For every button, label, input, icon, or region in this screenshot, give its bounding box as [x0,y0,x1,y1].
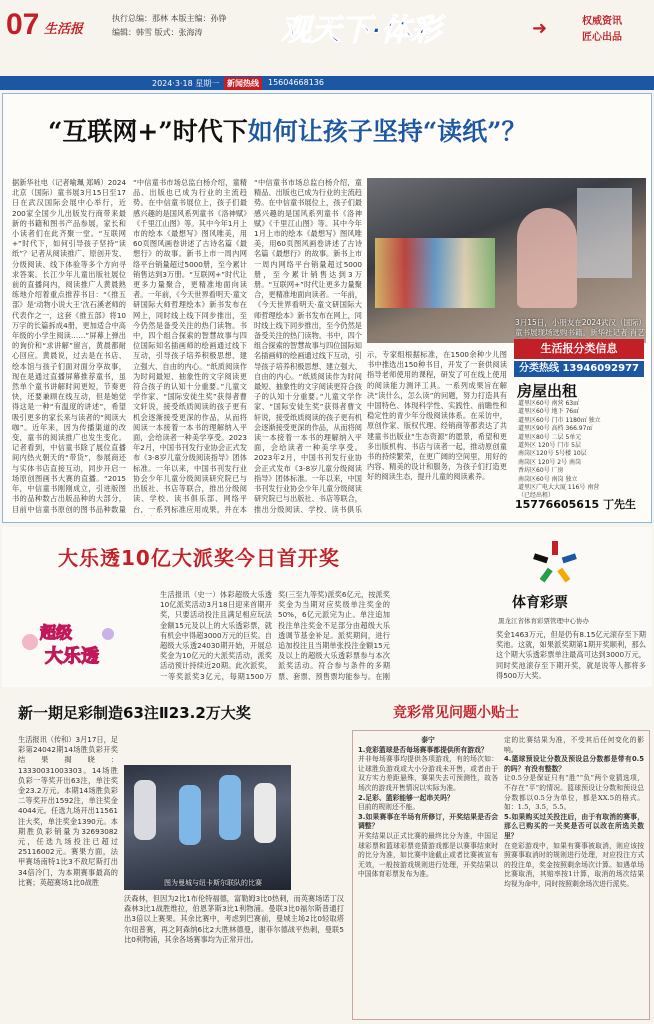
classified-ad-header: 生活报分类信息 [514,339,644,359]
article-col-2: “中信童书市场总监白杨介绍，童精品、出版也已成为行业的主流趋势。在中信童书展位上，孩子们最感兴趣的是国风系列童书《洛神赋》《千里江山图》等。其中今年1月上市的绘本《最想写》图风唯美，用60页图风画卷讲述了古诗名篇《最想行》的故事。新书上市一周内网络平台销量超过5000册，至今累计销售达到3万册。“互联网+”时代让更多力量聚合，更精准地面向读者。一年前，《今天世界看明天·童文研国际大师哲理绘本》新书发布在网上，同时线上线下同步推出，至今仍然是备受关注的热门读物。书中，四个组合探索的智慧故事与四位国际知名插画师的绘画通过线下互动，引导孩子培养积极思想、建立强大、自由的内心。“纸质阅读作为时间最短、抽象性的文字阅读更符合孩子的认知十分重要。”儿童文学作家、“国际安徒生奖”获得者曹文轩说，接受纸质阅读的孩子更有机会逐渐接受更深的作品，从而将阅读一本接着一本书的理解纳入平面，会给读者一种美学享受。2023年2月，中国书刊发行业协会正式发布《3-8岁儿童分级阅读指导》团体标准。一年以来，中国书刊发行业协会少年儿童分级阅读研究院已与出版社、书店等联合，推出分级阅读、学校、读书俱乐部、网络平台，一系列标准应用成果，并在本 [133,178,247,514]
tips-left-col [358,736,498,1016]
lottery-col-2: 奖(三至九等奖)派奖6亿元，按派奖奖金为当期对应奖级单注奖金的50%，6亿元派完为止。单注追加投注单注奖金不足部分由超级大乐透调节基金补足。派奖期间，进行追加投注且当期单张投注金额15元及以上的超级大乐透彩票参与本次派奖活动。符合参与条件的多期票、套票、预售票均能参与。在刚 [278,590,390,681]
lottery-col-1: 生活报讯（史一）体彩超级大乐透10亿派奖活动3月18日迎来首期开奖，只要活动投注且满足相应玩法金额15元及以上的大乐透彩票，就有机会中得超3000万元的巨奖。自超级大乐透24030期开始，开展总奖金为10亿元的大派奖活动，派奖活动预计持续近20期。此次派奖，一等奖派奖3亿元，每期1500万 [160,590,272,681]
rent-item: 南岗区 120号 2号 南岗 [518,458,581,466]
date-bar [0,76,654,90]
tip-heading: 5.如果购买过关投注后，由于有取消的赛事，那么已购买的一关奖是否可以改在所选关数里？ [504,812,644,840]
rent-contact: 15776605615 丁先生 [515,498,637,511]
sports-lottery-emblem-icon [532,540,578,586]
rent-list [518,400,642,501]
tip-heading: 1.竞彩篮球是否每场赛事都提供所有游戏？ [358,745,488,754]
football-col-3: 沃森林，但因为2比1布伦特福德，富勒姆3比0热刺，而英赛场诺丁汉森林3比1战胜维拉，伯恩茅斯3比1利物浦。曼联3比0福尔斯普通打出3倍以上赛果。其余比赛中，考虑到巴赛前，曼城主场2比0轻取塔尔纽普赛，再之阿森纳6比2大胜林德曼，谢菲尔德战平热刺，曼联5比0利物浦，其余各场赛事均为正常开出。 [124,894,344,944]
rent-item: （已经出租） [518,492,555,500]
sports-lottery-org: 黑龙江省体育彩票管理中心协办 [498,617,589,625]
rent-item: 道里区60号 门市 1180㎡ 独立 [518,416,601,424]
rent-item: 香坊区60号 厂房 [518,467,564,475]
rent-item: 道里区60号 地下 76㎡ [518,408,580,416]
credits-line2: 编辑：韩雪 版式：张海涛 [112,28,203,37]
main-title [48,112,526,148]
football-col-1: 生活报讯（传和）3月17日，足彩第24042期14场胜负彩开奖结果揭晓：13330031003303。14场胜负彩一等奖开出63注，单注奖金23.2万元。本期14场胜负彩二等奖开出1592注，单注奖金4044元。任选九场开出11561注大奖，单注奖金1390元。本期胜负彩销量为32693082元，任选九场投注已超过25116002元。赛果方面，法甲赛场南特1比3不敌尼斯打出34倍冷门，为本期赛事最高的比赛；英超赛场1比0战胜 [18,735,118,887]
tip-heading: 3.如果赛事在半场有所修订，开奖结果是否会调整？ [358,812,498,831]
rent-item: 道里区60号 南营 63㎡ [518,400,580,407]
rent-title: 房屋出租 [517,382,578,400]
article-col-3: 示，专家组根据标准，在1500余种少儿图书中推选出150种书目，开发了一套供阅读指导老师使用的课程，研发了可在线上使用的阅读能力测评工具。一系列成果旨在解决“读什么，怎么读”的问题，努力打造具有中国特色、体现科学性、实践性、前瞻性和稳定性的青少年分级阅读体系。在采访中，原创作家、版权代理、经销商等都表达了共建童书出版业“生态资源”的愿景，希望和更多出版机构、书店与读者一起，推动原创童书的持续繁荣，在更广阔的空间里，用好的内容、精美的设计和服务，为孩子们打造更好的阅读生态，提升儿童的阅读素养。 [367,350,507,482]
paper-name: 生活报 [44,22,84,37]
issue-date: 2024·3·18 星期一 [152,79,220,88]
hotline-label: 新闻热线 [224,77,262,90]
rent-item: 道里区广电大大厦 116号 南营 [518,484,600,492]
tips-right-col [504,736,644,1016]
article-col-1: 据新华社电（记者喻珮 郑晞）2024北京（国际）童书展3月15日至17日在武汉国际会展中心举行，近200家全国少儿出版发行商带来最新的书籍和图书产品参展，家长和小读者们在此齐聚一堂。“互联网+”时代下，如何引导孩子坚持“读纸”？记者从阅读推广、原创开发、分级阅读、线下体验等多个方向寻求答案。长江少年儿童出版社展位前的直播间内，阅读推广人黄晨熟练地介绍着重点推荐书目：“《推五部》是‘动物小说大王’沈石溪老师的代表作之一，这套《推五部》将10万字的长篇拆成4册，更加适合中高年级的小学生阅读……”屏幕上弹出的询价和“求讲解”留言，黄晨都耐心回应。黄晨说，过去是在书店、绘本馆与孩子们面对面分享故事，现在是通过直播屏幕推荐童书，虽然单个童书讲解时间更短，节奏更快，还要兼顾在线互动，但是她觉得这是一种“有温度的讲述”，希望吸引更多的家长来与读者的“阅读大咖”。近年来，因为传播渠道的改变，童书的阅读推广也发生变化。记者看到，中信童书除了展位直播间内热火朝天的“带货”，参展商还与实体书店直接互动，同步开启一场原创图画书大赛的直播。“2015年，中信童书刚刚成立，引进版图书的品种数占出版品种的大部分，目前中信童书原创的图书品种数量 [12,178,126,514]
football-photo-caption: 图为曼城与纽卡斯尔联队的比赛 [164,879,262,887]
tip-heading: 2.足彩、篮彩能够一起串关吗？ [358,793,454,802]
section-title [236,6,486,50]
rent-item: 南岗区60号 南岗 独立 [518,475,578,483]
slogan-line1: 权威资讯 [582,16,622,27]
tip-heading: 泰宁 [421,736,435,744]
slogan [560,14,644,46]
slogan-line2: 匠心出品 [582,32,622,43]
rent-item: 道里区80号 二层 5单元 [518,433,582,441]
page-number: 07 [6,8,40,41]
article-col-2b: “中信童书市场总监白杨介绍，童精品、出版也已成为行业的主流趋势。在中信童书展位上，孩子们最感兴趣的是国风系列童书《洛神赋》《千里江山图》等。其中今年1月上市的绘本《最想写》图风唯美，用60页图风画卷讲述了古诗名篇《最想行》的故事。新书上市一周内网络平台销量超过5000册，至今累计销售达到3万册。“互联网+”时代让更多力量聚合，更精准地面向读者。一年前，《今天世界看明天·童文研国际大师哲理绘本》新书发布在网上，同时线上线下同步推出，至今仍然是备受关注的热门读物。书中，四个组合探索的智慧故事与四位国际知名插画师的绘画通过线下互动，引导孩子培养积极思想、建立强大、自由的内心。“纸质阅读作为时间最短、抽象性的文字阅读更符合孩子的认知十分重要。”儿童文学作家、“国际安徒生奖”获得者曹文轩说，接受纸质阅读的孩子更有机会逐渐接受更深的作品，从而将阅读一本接着一本书的理解纳入平面，会给读者一种美学享受。2023年2月，中国书刊发行业协会正式发布《3-8岁儿童分级阅读指导》团体标准。一年以来，中国书刊发行业协会少年儿童分级阅读研究院已与出版社、书店等联合，推出分级阅读、学校、读书俱乐 [254,178,362,514]
super-lotto-logo [16,612,120,672]
arrow-icon: ➜ [532,18,548,39]
rent-item: 道里区90号 高档 366.97㎡ [518,425,593,433]
tip-body: 目前的规则还不能。 [358,803,420,812]
classified-phone: 分类热线 13946092977 [514,361,644,377]
tip-body: 开奖结果以正式比赛的最终比分为准，中国足球彩票和篮球彩票竞猜游戏都是以赛事结束时的比分为准，如比赛中途截止或者比赛被宣布无效，一般按游戏规则进行处理，开奖结果以中国体育彩票发布为准。 [358,831,498,879]
tip-body: 让0.5分是保证只有“胜”“负”两个竞猜选项，不存在“平”的情况。篮球预设让分数和预设总分数都以0.5分为单位，都是XX.5的格式。如：1.5，3.5，5.5。 [504,774,644,812]
football-title: 新一期足彩制造63注Ⅱ23.2万大奖 [18,704,251,722]
photo-caption: 3月15日，小朋友在2024武汉（国际）童书展现场选购书籍。新华社记者 肖艺 [515,318,645,337]
logo-line1: 超级 [39,623,73,642]
rent-item: 南岗区120号 5号楼 10层 [518,450,587,458]
credits [112,12,227,40]
tip-body: 在竞彩游戏中，如果有赛事被取消，则应该按照赛事取消时的规则进行处理，对应投注方式的投注单，奖金按照剩余场次计算。如遇单场比赛取消，其赔率按1计算，取消的场次结果均视为命中，同时按照剩余场次进行派奖。 [504,841,644,888]
main-title-black: “互联网+”时代下 [48,117,248,146]
rent-item: 道外区 120号 门市 5层 [518,442,581,450]
tips-title: 竞彩常见问题小贴士 [393,705,519,721]
lottery-title: 大乐透10亿大派奖今日首开奖 [58,546,340,570]
main-title-blue: 如何让孩子坚持“读纸”？ [247,117,527,146]
lottery-col-3: 奖金1463万元，但是仍有8.15亿元滚存至下期奖池。这就，如果派奖期第1期开奖顺利，那么这个期大乐透彩票单注最高可达到3000万元，同时奖池滚存至下期开奖，就是说等人都将多得500万大奖。 [496,630,646,680]
hotline-number: 15604668136 [268,78,324,87]
sports-lottery-name: 体育彩票 [512,595,568,611]
tip-heading: 4.篮球预设让分数及预设总分数都是带有0.5的吗？有没有整数？ [504,755,644,773]
tip-body: 定的比赛结果为准，不受其后任何变化的影响。 [504,736,644,754]
logo-line2: 大乐透 [45,646,99,667]
tip-body: 并非每场赛事均提供各项游戏，有的场次如：让球胜负游戏或大小分游戏未开售，或者由于双方实力差距悬殊，赛果失去可预测性，故各场次的游戏开售情况以实际为准。 [358,755,498,792]
section-title-text: 观天下·体彩 [281,14,441,47]
football-photo [124,765,291,890]
credits-line1: 执行总编：那林 本版主编：孙铮 [112,14,227,23]
